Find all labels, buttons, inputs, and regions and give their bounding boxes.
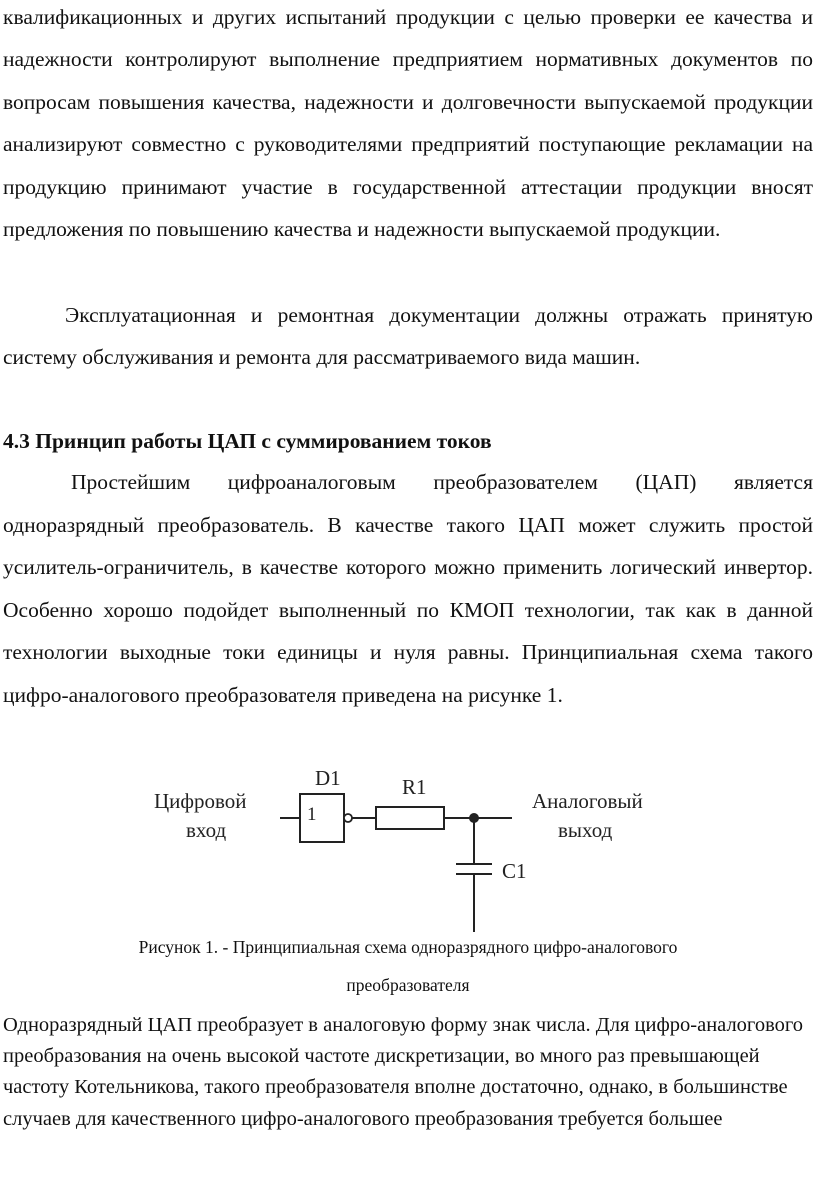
input-label-line2: вход: [186, 818, 227, 842]
dac-schematic: [140, 760, 680, 940]
output-label-line1: Аналоговый: [532, 789, 643, 813]
inverter-bubble: [344, 814, 352, 822]
inverter-ref-label: D1: [315, 766, 341, 790]
resistor-ref-label: R1: [402, 775, 427, 799]
inverter-symbol: 1: [307, 804, 317, 825]
paragraph-dac-intro: Простейшим цифроаналоговым преобразователем (ЦАП) является одноразрядный преобразователь. В качестве такого ЦАП может служить простой усилитель-ограничитель, в качестве которого можно применить логический инвертор. Особенно хорошо подойдет выполненный по КМОП технологии, так как в данной технологии выходные токи единицы и нуля равны. Принципиальная схема такого цифро-аналогового преобразователя приведена на рисунке 1.: [3, 470, 813, 707]
figure-caption-line2: преобразователя: [346, 975, 470, 995]
resistor-body: [376, 807, 444, 829]
output-label-line2: выход: [558, 818, 613, 842]
paragraph-quality-control: квалификационных и других испытаний продукции с целью проверки ее качества и надежности контролируют выполнение предприятием нормативных документов по вопросам повышения качества, надежности и долговечности выпускаемой продукции анализируют совместно с руководителями предприятий поступающие рекламации на продукцию принимают участие в государственной аттестации продукции вносят предложения по повышению качества и надежности выпускаемой продукции.: [3, 5, 813, 242]
capacitor-ref-label: C1: [502, 859, 527, 883]
paragraph-documentation: Эксплуатационная и ремонтная документации должны отражать принятую систему обслуживания и ремонта для рассматриваемого вида машин.: [3, 303, 813, 370]
paragraph-one-bit-dac: Одноразрядный ЦАП преобразует в аналоговую форму знак числа. Для цифро-аналогового преобразования на очень высокой частоте дискретизации, во много раз превышающей частоту Котельникова, такого преобразователя вполне достаточно, однако, в большинстве случаев для качественного цифро-аналогового преобразования требуется большее: [3, 1014, 804, 1130]
input-label-line1: Цифровой: [154, 789, 247, 813]
figure-caption-line1: Рисунок 1. - Принципиальная схема одноразрядного цифро-аналогового: [138, 937, 678, 957]
section-heading: 4.3 Принцип работы ЦАП с суммированием токов: [3, 429, 492, 453]
